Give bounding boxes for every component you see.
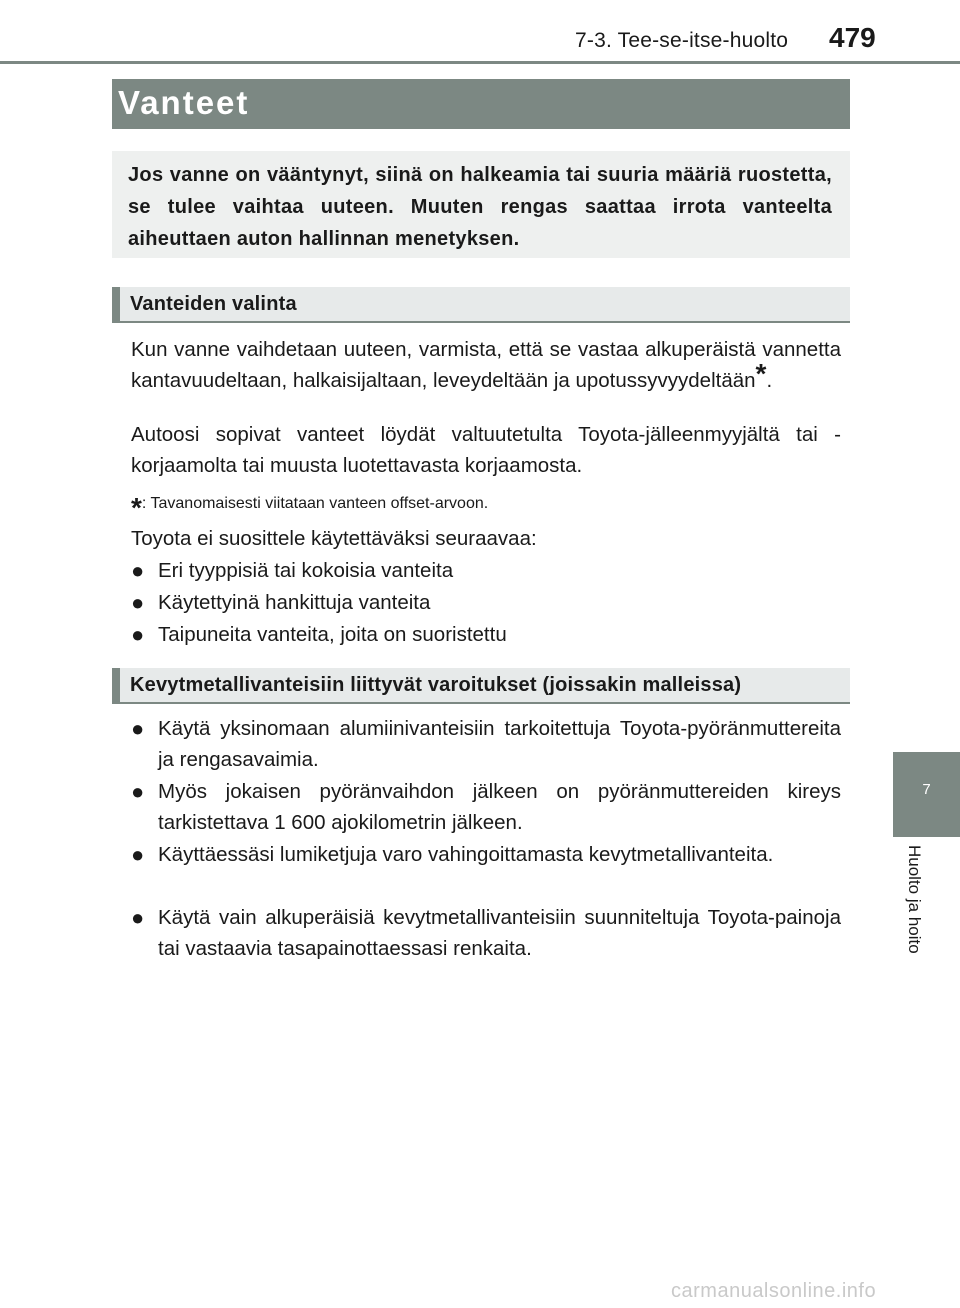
list-item: ● Käyttäessäsi lumiketjuja varo vahingoittamasta kevytmetallivanteita. xyxy=(131,839,841,870)
bullet-icon: ● xyxy=(131,622,145,647)
list-item: ● Käytettyinä hankittuja vanteita xyxy=(131,587,841,618)
list-item: ● Eri tyyppisiä tai kokoisia vanteita xyxy=(131,555,841,586)
list-item: ● Taipuneita vanteita, joita on suoristettu xyxy=(131,619,841,650)
bullet-icon: ● xyxy=(131,905,145,930)
selection-lead: Toyota ei suosittele käytettäväksi seuraavaa: xyxy=(131,527,537,550)
list-item: ● Käytä vain alkuperäisiä kevytmetallivanteisiin suunniteltuja Toyota-painoja tai vastaavia tasapainottaessasi renkaita. xyxy=(131,902,841,964)
footnote xyxy=(131,483,841,523)
header-divider xyxy=(0,61,960,64)
page-number: 479 xyxy=(829,22,876,53)
section-heading-text: Vanteiden valinta xyxy=(130,293,297,315)
bullet-icon: ● xyxy=(131,558,145,583)
chapter-number: 7 xyxy=(922,781,931,798)
footnote-star: * xyxy=(131,492,142,523)
section-heading-alloy xyxy=(112,668,850,704)
section-heading-text: Kevytmetallivanteisiin liittyvät varoitukset (joissakin malleissa) xyxy=(130,674,742,696)
bullet-icon: ● xyxy=(131,716,145,741)
selection-paragraph-1: Kun vanne vaihdetaan uuteen, varmista, että se vastaa alkuperäistä vannetta kantavuudeltaan, halkaisijaltaan, leveydeltään ja upotussyvyydeltään*. xyxy=(131,338,841,392)
list-item: ● Käytä yksinomaan alumiinivanteisiin tarkoitettuja Toyota-pyöränmuttereita ja rengasavaimia. xyxy=(131,713,841,775)
bullet-icon: ● xyxy=(131,842,145,867)
footnote-text: : Tavanomaisesti viitataan vanteen offset-arvoon. xyxy=(141,495,489,512)
section-heading-selection xyxy=(112,287,850,323)
intro-text: Jos vanne on vääntynyt, siinä on halkeamia tai suuria määriä ruostetta, se tulee vaihtaa uuteen. Muuten rengas saattaa irrota vanteelta aiheuttaen auton hallinnan menetyksen. xyxy=(128,164,832,250)
header-section-title: 7-3. Tee-se-itse-huolto xyxy=(575,29,789,52)
watermark: carmanualsonline.info xyxy=(671,1280,877,1302)
intro-box xyxy=(112,151,850,258)
bullet-icon: ● xyxy=(131,590,145,615)
chapter-tab xyxy=(893,752,960,837)
footnote-marker: * xyxy=(755,358,767,390)
bullet-icon: ● xyxy=(131,779,145,804)
selection-paragraph-2: Autoosi sopivat vanteet löydät valtuutetulta Toyota-jälleenmyyjältä tai -korjaamolta tai muusta luotettavasta korjaamosta. xyxy=(131,423,841,477)
page-title: Vanteet xyxy=(118,84,250,121)
chapter-label: Huolto ja hoito xyxy=(905,845,924,954)
list-item: ● Myös jokaisen pyöränvaihdon jälkeen on pyöränmuttereiden kireys tarkistettava 1 600 ajokilometrin jälkeen. xyxy=(131,776,841,838)
page-title-bar xyxy=(112,79,850,129)
